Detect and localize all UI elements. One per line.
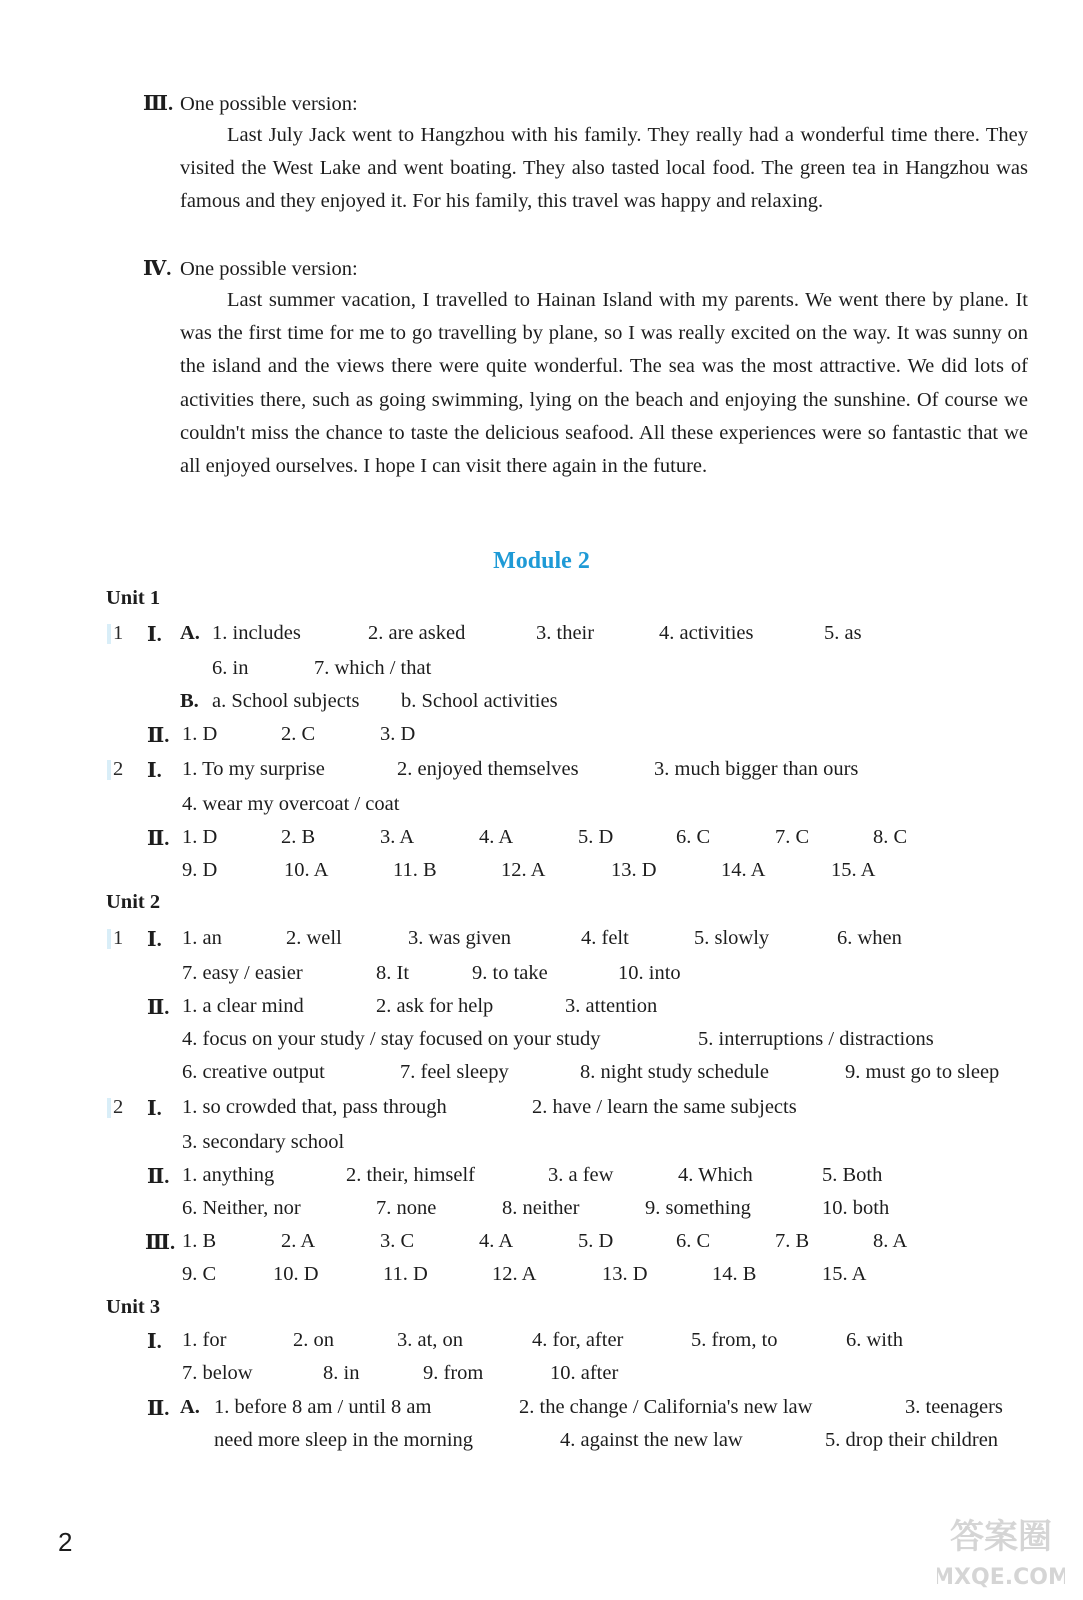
answer: 2. well [286, 927, 342, 949]
answer: 9. D [182, 859, 218, 881]
roman-label: Ⅰ. [147, 1331, 162, 1353]
answer: 7. B [775, 1230, 810, 1252]
essay-3-label: Ⅲ. [143, 93, 174, 115]
answer: 1. To my surprise [182, 758, 325, 780]
answer: 11. D [383, 1263, 428, 1285]
answer: 9. something [645, 1197, 751, 1219]
answer: 10. A [284, 859, 329, 881]
answer: 9. from [423, 1362, 484, 1384]
answer: 7. none [376, 1197, 437, 1219]
page-number: 2 [58, 1527, 73, 1557]
answer: 6. C [676, 826, 711, 848]
essay-4-body [180, 284, 1028, 483]
answer: 2. C [281, 723, 316, 745]
roman-label: Ⅰ. [147, 760, 162, 782]
answer: a. School subjects [212, 690, 360, 712]
roman-label: Ⅱ. [147, 1398, 170, 1420]
answer: 4. activities [659, 622, 754, 644]
essay-4-label: Ⅳ. [143, 258, 172, 280]
answer: 3. much bigger than ours [654, 758, 859, 780]
answer: 6. Neither, nor [182, 1197, 301, 1219]
answer: 1. B [182, 1230, 217, 1252]
answer: 10. after [550, 1362, 619, 1384]
module-title: Module 2 [493, 548, 590, 574]
answer: 5. interruptions / distractions [698, 1028, 934, 1050]
answer: 13. D [602, 1263, 648, 1285]
answer: 1. so crowded that, pass through [182, 1096, 447, 1118]
roman-label: Ⅲ. [145, 1232, 176, 1254]
answer: 3. attention [565, 995, 658, 1017]
answer: 6. in [212, 657, 249, 679]
unit-2-heading: Unit 2 [106, 891, 161, 913]
section-number: 1 [113, 927, 124, 949]
answer: 7. which / that [314, 657, 432, 679]
answer: 1. an [182, 927, 222, 949]
answer: 1. before 8 am / until 8 am [214, 1396, 432, 1418]
answer: 6. with [846, 1329, 903, 1351]
answer: 15. A [822, 1263, 867, 1285]
letter-label: A. [180, 622, 200, 644]
answer: 12. A [501, 859, 546, 881]
answer: 7. below [182, 1362, 253, 1384]
answer: 15. A [831, 859, 876, 881]
answer: 1. anything [182, 1164, 275, 1186]
answer: 10. into [618, 962, 681, 984]
answer: 4. against the new law [560, 1429, 743, 1451]
answer: 2. ask for help [376, 995, 494, 1017]
answer: 9. to take [472, 962, 548, 984]
answer: 12. A [492, 1263, 537, 1285]
answer: 3. secondary school [182, 1131, 345, 1153]
unit-1-heading: Unit 1 [106, 587, 161, 609]
roman-label: Ⅰ. [147, 624, 162, 646]
answer: 8. neither [502, 1197, 580, 1219]
answer: 2. enjoyed themselves [397, 758, 579, 780]
letter-label: B. [180, 690, 199, 712]
answer: 3. was given [408, 927, 512, 949]
answer: 3. teenagers [905, 1396, 1003, 1418]
answer: 8. in [323, 1362, 360, 1384]
answer: 8. It [376, 962, 410, 984]
unit-3-heading: Unit 3 [106, 1296, 161, 1318]
answer: 4. wear my overcoat / coat [182, 793, 400, 815]
answer: 3. a few [548, 1164, 614, 1186]
answer: 11. B [393, 859, 437, 881]
answer: 14. A [721, 859, 766, 881]
answer: 4. A [479, 1230, 514, 1252]
answer: 7. C [775, 826, 810, 848]
answer: 4. felt [581, 927, 629, 949]
answer: 5. drop their children [825, 1429, 999, 1451]
answer: 8. A [873, 1230, 908, 1252]
answer: 7. easy / easier [182, 962, 303, 984]
answer: 9. must go to sleep [845, 1061, 1000, 1083]
roman-label: Ⅰ. [147, 929, 162, 951]
roman-label: Ⅱ. [147, 997, 170, 1019]
answer: 1. for [182, 1329, 227, 1351]
essay-3-text: Last July Jack went to Hangzhou with his family. They really had a wonderful time there. They visited the West Lake and went boating. They also tasted local food. The green tea in Hangzhou was famous and they enjoyed it. For his family, this travel was happy and relaxing. [180, 124, 1028, 213]
answer: 6. creative output [182, 1061, 325, 1083]
answer: need more sleep in the morning [214, 1429, 474, 1451]
essay-3-heading: One possible version: [180, 93, 358, 115]
answer: 9. C [182, 1263, 217, 1285]
answer: 5. Both [822, 1164, 883, 1186]
answer: 4. focus on your study / stay focused on your study [182, 1028, 601, 1050]
answer: 2. have / learn the same subjects [532, 1096, 797, 1118]
roman-label: Ⅱ. [147, 1166, 170, 1188]
section-number: 2 [113, 1096, 124, 1118]
answer: 1. a clear mind [182, 995, 304, 1017]
essay-4-heading: One possible version: [180, 258, 358, 280]
essay-3-body [180, 119, 1028, 219]
watermark-line1: 答案圈 [950, 1517, 1052, 1557]
answer: 5. D [578, 826, 614, 848]
answer: 8. C [873, 826, 908, 848]
answer: 6. C [676, 1230, 711, 1252]
watermark-logo [937, 1508, 1065, 1592]
section-number: 1 [113, 622, 124, 644]
essay-4-text: Last summer vacation, I travelled to Hainan Island with my parents. We went there by plane. It was the first time for me to go travelling by plane, so I was really excited on the way. It was sunny on the island and the views there were quite wonderful. The sea was the most attractive. We did lots of activities there, such as going swimming, lying on the beach and enjoying the sunshine. Of course we couldn't miss the chance to taste the delicious seafood. All these experiences were so fantastic that we all enjoyed ourselves. I hope I can visit there again in the future. [180, 289, 1028, 478]
answer: 4. A [479, 826, 514, 848]
answer: 5. as [824, 622, 862, 644]
answer: 14. B [712, 1263, 757, 1285]
roman-label: Ⅱ. [147, 828, 170, 850]
answer: 6. when [837, 927, 902, 949]
letter-label: A. [180, 1396, 200, 1418]
answer: 1. D [182, 826, 218, 848]
answer: 3. C [380, 1230, 415, 1252]
answer: 2. B [281, 826, 316, 848]
answer: 10. D [273, 1263, 319, 1285]
answer: 3. A [380, 826, 415, 848]
answer: 2. are asked [368, 622, 466, 644]
watermark-icon [937, 1508, 1065, 1592]
answer: 5. from, to [691, 1329, 778, 1351]
answer: 3. at, on [397, 1329, 464, 1351]
section-number: 2 [113, 758, 124, 780]
answer: 3. their [536, 622, 595, 644]
answer: 13. D [611, 859, 657, 881]
answer: 2. the change / California's new law [519, 1396, 813, 1418]
answer: 4. for, after [532, 1329, 624, 1351]
answer: b. School activities [401, 690, 558, 712]
answer: 1. includes [212, 622, 301, 644]
answer: 4. Which [678, 1164, 753, 1186]
answer: 5. slowly [694, 927, 770, 949]
roman-label: Ⅱ. [147, 725, 170, 747]
answer: 3. D [380, 723, 416, 745]
answer: 2. their, himself [346, 1164, 475, 1186]
watermark-line2: MXQE.COM [937, 1565, 1065, 1590]
answer: 1. D [182, 723, 218, 745]
answer: 7. feel sleepy [400, 1061, 509, 1083]
answer: 2. A [281, 1230, 316, 1252]
answer: 5. D [578, 1230, 614, 1252]
roman-label: Ⅰ. [147, 1098, 162, 1120]
answer: 8. night study schedule [580, 1061, 770, 1083]
answer: 10. both [822, 1197, 890, 1219]
answer: 2. on [293, 1329, 334, 1351]
